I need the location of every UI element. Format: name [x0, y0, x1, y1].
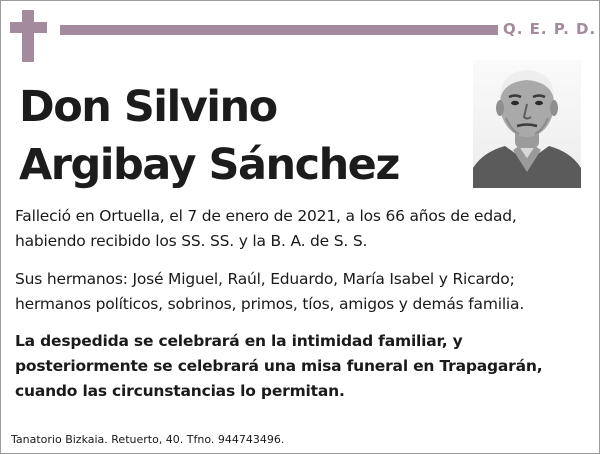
farewell-paragraph: [15, 329, 590, 404]
header-rule: [60, 25, 498, 35]
p2-line-1: Sus hermanos: José Miguel, Raúl, Eduardo, María Isabel y Ricardo;: [15, 270, 515, 288]
p3-line-1: La despedida se celebrará en la intimidad familiar, y: [15, 332, 463, 350]
family-paragraph: [15, 267, 590, 317]
death-notice-paragraph: [15, 204, 590, 254]
p1-line-1: Falleció en Ortuella, el 7 de enero de 2021, a los 66 años de edad,: [15, 207, 517, 225]
portrait-photo: [473, 60, 581, 188]
name-line-2: Argibay Sánchez: [19, 140, 399, 190]
funeral-home-info: Tanatorio Bizkaia. Retuerto, 40. Tfno. 944743496.: [11, 433, 285, 446]
deceased-name: [19, 78, 469, 194]
portrait-illustration: [473, 60, 581, 188]
cross-icon: [22, 10, 34, 62]
name-line-1: Don Silvino: [19, 82, 277, 132]
cross-icon-bar: [10, 22, 47, 33]
p2-line-2: hermanos políticos, sobrinos, primos, tíos, amigos y demás familia.: [15, 295, 525, 313]
p3-line-2: posteriormente se celebrará una misa funeral en Trapagarán,: [15, 357, 543, 375]
p3-line-3: cuando las circunstancias lo permitan.: [15, 382, 345, 400]
qepd-label: Q. E. P. D.: [503, 20, 597, 38]
p1-line-2: habiendo recibido los SS. SS. y la B. A. de S. S.: [15, 232, 368, 250]
